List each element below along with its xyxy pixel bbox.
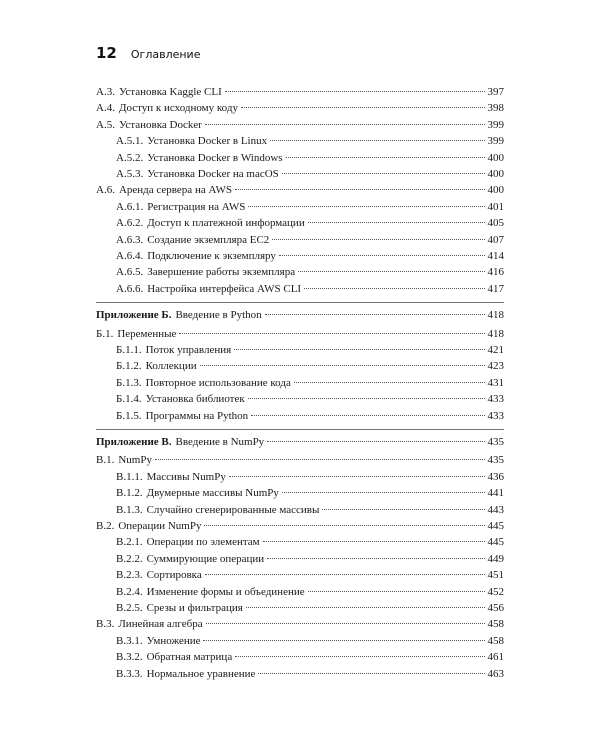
- dot-leader: [229, 476, 485, 477]
- toc-entry[interactable]: [116, 232, 504, 248]
- section-divider: [96, 429, 504, 430]
- toc-entry-page: 400: [487, 168, 504, 180]
- toc-entry[interactable]: [116, 264, 504, 280]
- dot-leader: [267, 441, 484, 442]
- toc-chapter-entry[interactable]: [96, 434, 504, 450]
- toc-entry[interactable]: [96, 326, 504, 342]
- toc-entry-page: 421: [487, 344, 504, 356]
- toc-entry-page: 399: [487, 118, 504, 131]
- toc-entry-number: А.3.: [96, 86, 115, 98]
- toc-entry-number: В.2.3.: [116, 569, 143, 582]
- dot-leader: [298, 271, 484, 272]
- toc-entry[interactable]: [96, 182, 504, 198]
- toc-entry-title: Регистрация на AWS: [147, 200, 246, 213]
- toc-entry[interactable]: [116, 342, 504, 358]
- page-number: 12: [96, 44, 117, 62]
- toc-entry-page: 443: [487, 503, 504, 516]
- toc-entry-number: А.5.2.: [116, 151, 144, 164]
- toc-entry-title: Коллекции: [145, 360, 197, 373]
- dot-leader: [282, 492, 485, 493]
- toc-chapter-entry[interactable]: [96, 307, 504, 323]
- toc-entry-page: 407: [487, 233, 504, 246]
- dot-leader: [155, 459, 485, 460]
- toc-entry-page: 436: [487, 470, 504, 483]
- dot-leader: [270, 140, 484, 141]
- toc-entry-number: А.4.: [96, 102, 115, 115]
- toc-entry-page: 449: [487, 552, 504, 565]
- toc-entry-page: 418: [487, 309, 504, 322]
- toc-entry-number: А.6.1.: [116, 200, 144, 213]
- toc-entry-title: Установка Docker на macOS: [147, 168, 279, 180]
- toc-entry-page: 435: [487, 454, 504, 467]
- toc-entry-title: Установка Kaggle CLI: [118, 86, 222, 98]
- toc-entry[interactable]: [116, 649, 504, 665]
- toc-entry-page: 463: [487, 667, 504, 680]
- toc-entry[interactable]: [96, 117, 504, 133]
- toc-entry-page: 458: [487, 618, 504, 631]
- toc-entry-page: 418: [487, 327, 504, 340]
- toc-entry-title: Установка Docker в Windows: [147, 151, 283, 164]
- toc-entry-title: Нормальное уравнение: [146, 667, 256, 680]
- running-title: Оглавление: [130, 48, 201, 61]
- dot-leader: [304, 288, 484, 289]
- toc-entry-page: 400: [487, 151, 504, 164]
- dot-leader: [251, 415, 484, 416]
- toc-entry[interactable]: [116, 391, 504, 407]
- toc-entry-number: Б.1.1.: [116, 344, 142, 356]
- toc-entry-title: Переменные: [117, 327, 177, 340]
- toc-entry-number: В.2.5.: [116, 602, 143, 614]
- toc-entry[interactable]: [116, 666, 504, 682]
- toc-entry-title: Установка Docker: [118, 118, 202, 131]
- toc-entry[interactable]: [116, 358, 504, 374]
- toc-entry[interactable]: [116, 133, 504, 149]
- dot-leader: [286, 157, 485, 158]
- toc-entry[interactable]: [116, 166, 504, 182]
- toc-entry-page: 458: [487, 634, 504, 647]
- toc-entry-number: В.2.2.: [116, 552, 143, 565]
- toc-entry[interactable]: [116, 408, 504, 424]
- toc-entry-page: 452: [487, 585, 504, 598]
- toc-entry-title: Программы на Python: [145, 409, 249, 422]
- toc-entry-number: Б.1.5.: [116, 409, 142, 422]
- toc-entry-number: В.1.: [96, 454, 115, 467]
- dot-leader: [279, 255, 485, 256]
- toc-entry-title: Доступ к исходному коду: [118, 102, 238, 115]
- toc-entry[interactable]: [116, 375, 504, 391]
- toc-entry-number: Приложение В.: [96, 436, 172, 448]
- toc-entry-number: Б.1.: [96, 327, 114, 340]
- toc-entry-title: NumPy: [118, 454, 152, 467]
- toc-entry[interactable]: [96, 100, 504, 116]
- toc-entry-number: В.1.2.: [116, 487, 143, 500]
- dot-leader: [179, 333, 484, 334]
- toc-entry-page: 400: [487, 184, 504, 197]
- toc-entry-page: 461: [487, 651, 504, 664]
- toc-entry-title: Введение в NumPy: [175, 436, 265, 448]
- toc-entry-title: Аренда сервера на AWS: [118, 184, 233, 197]
- toc-entry[interactable]: [116, 199, 504, 215]
- toc-entry-page: 456: [487, 602, 504, 614]
- toc-entry-title: Случайно сгенерированные массивы: [146, 503, 320, 516]
- toc-entry-title: Подключение к экземпляру: [147, 250, 276, 262]
- toc-entry-page: 433: [487, 409, 504, 422]
- toc-entry-page: 441: [487, 487, 504, 500]
- toc-entry-title: Обратная матрица: [146, 651, 233, 664]
- dot-leader: [294, 382, 485, 383]
- toc-entry-number: А.5.: [96, 118, 115, 131]
- toc-entry-title: Операции по элементам: [146, 536, 260, 549]
- dot-leader: [258, 673, 484, 674]
- toc-entry-title: Создание экземпляра EC2: [147, 233, 270, 246]
- toc-entry-title: Сортировка: [146, 569, 202, 582]
- toc-entry-title: Настройка интерфейса AWS CLI: [147, 282, 302, 295]
- toc-entry[interactable]: [96, 452, 504, 468]
- dot-leader: [263, 541, 485, 542]
- toc-entry-title: Срезы и фильтрация: [146, 602, 243, 614]
- toc-entry-page: 433: [487, 393, 504, 406]
- toc-entry-page: 405: [487, 217, 504, 230]
- toc-entry-title: Изменение формы и объединение: [146, 585, 305, 598]
- toc-entry-number: А.6.6.: [116, 282, 144, 295]
- toc-entry-number: Б.1.4.: [116, 393, 142, 406]
- dot-leader: [308, 222, 485, 223]
- toc-entry-page: 399: [487, 135, 504, 148]
- toc-entry[interactable]: [116, 633, 504, 649]
- dot-leader: [282, 173, 485, 174]
- dot-leader: [205, 124, 485, 125]
- dot-leader: [235, 189, 484, 190]
- toc-entry-title: Массивы NumPy: [146, 470, 226, 483]
- toc-entry[interactable]: [96, 84, 504, 100]
- toc-entry[interactable]: [116, 534, 504, 550]
- toc-entry-number: В.3.1.: [116, 634, 143, 647]
- dot-leader: [248, 206, 484, 207]
- toc-entry-page: 435: [487, 436, 504, 448]
- dot-leader: [246, 607, 485, 608]
- dot-leader: [248, 398, 485, 399]
- dot-leader: [308, 591, 485, 592]
- toc-entry-number: А.5.1.: [116, 135, 144, 148]
- toc-entry[interactable]: [116, 567, 504, 583]
- toc-entry[interactable]: [116, 469, 504, 485]
- toc-entry[interactable]: [116, 281, 504, 297]
- toc-entry-title: Двумерные массивы NumPy: [146, 487, 279, 500]
- toc-entry-number: В.3.2.: [116, 651, 143, 664]
- toc-entry-page: 445: [487, 536, 504, 549]
- toc-entry[interactable]: [116, 150, 504, 166]
- toc-entry[interactable]: [96, 616, 504, 632]
- toc-entry-number: В.1.1.: [116, 470, 143, 483]
- toc-entry-title: Суммирующие операции: [146, 552, 265, 565]
- toc-entry-title: Установка библиотек: [145, 393, 245, 406]
- dot-leader: [203, 640, 484, 641]
- toc-entry-page: 414: [487, 250, 504, 262]
- toc-entry-number: В.1.3.: [116, 503, 143, 516]
- dot-leader: [235, 656, 484, 657]
- toc-entry-page: 417: [487, 282, 504, 295]
- toc-entry-number: А.6.2.: [116, 217, 144, 230]
- toc-entry-number: А.6.3.: [116, 233, 144, 246]
- toc-entry-title: Линейная алгебра: [118, 618, 203, 631]
- toc-entry-number: А.6.4.: [116, 250, 144, 262]
- dot-leader: [206, 623, 485, 624]
- toc-entry-title: Операции NumPy: [118, 520, 202, 532]
- dot-leader: [204, 525, 484, 526]
- toc-entry-page: 445: [487, 520, 504, 532]
- toc-entry-number: Б.1.2.: [116, 360, 142, 373]
- toc-entry[interactable]: [116, 248, 504, 264]
- toc-entry-page: 401: [487, 200, 504, 213]
- toc-entry-number: Б.1.3.: [116, 376, 142, 389]
- toc-entry-number: В.3.: [96, 618, 115, 631]
- dot-leader: [241, 107, 485, 108]
- toc-entry-title: Поток управления: [145, 344, 232, 356]
- toc-entry[interactable]: [116, 551, 504, 567]
- toc-entry[interactable]: [116, 215, 504, 231]
- dot-leader: [205, 574, 485, 575]
- dot-leader: [272, 239, 484, 240]
- toc-entry[interactable]: [116, 600, 504, 616]
- toc-entry-page: 397: [487, 86, 504, 98]
- dot-leader: [234, 349, 484, 350]
- toc-entry-title: Доступ к платежной информации: [147, 217, 305, 230]
- dot-leader: [267, 558, 484, 559]
- toc-entry-title: Введение в Python: [175, 309, 262, 322]
- toc-entry-number: А.5.3.: [116, 168, 144, 180]
- toc-entry[interactable]: [96, 518, 504, 534]
- dot-leader: [322, 509, 484, 510]
- toc-entry-page: 431: [487, 376, 504, 389]
- toc-entry-title: Повторное использование кода: [145, 376, 291, 389]
- toc-entry-number: В.2.1.: [116, 536, 143, 549]
- toc-entry[interactable]: [116, 485, 504, 501]
- toc-entry-page: 416: [487, 266, 504, 279]
- toc-entry-number: В.3.3.: [116, 667, 143, 680]
- toc-entry-page: 451: [487, 569, 504, 582]
- toc-entry-number: Приложение Б.: [96, 309, 172, 322]
- toc-entry-number: А.6.5.: [116, 266, 144, 279]
- dot-leader: [200, 365, 485, 366]
- toc-entry-title: Установка Docker в Linux: [147, 135, 268, 148]
- toc-entry-title: Умножение: [146, 634, 201, 647]
- toc-entry[interactable]: [116, 584, 504, 600]
- dot-leader: [265, 314, 485, 315]
- toc-entry-page: 423: [487, 360, 504, 373]
- toc-entry-number: А.6.: [96, 184, 115, 197]
- toc-entry-page: 398: [487, 102, 504, 115]
- dot-leader: [225, 91, 485, 92]
- section-divider: [96, 302, 504, 303]
- toc-entry-number: В.2.: [96, 520, 115, 532]
- toc-entry[interactable]: [116, 502, 504, 518]
- toc-entry-title: Завершение работы экземпляра: [147, 266, 296, 279]
- toc-entry-number: В.2.4.: [116, 585, 143, 598]
